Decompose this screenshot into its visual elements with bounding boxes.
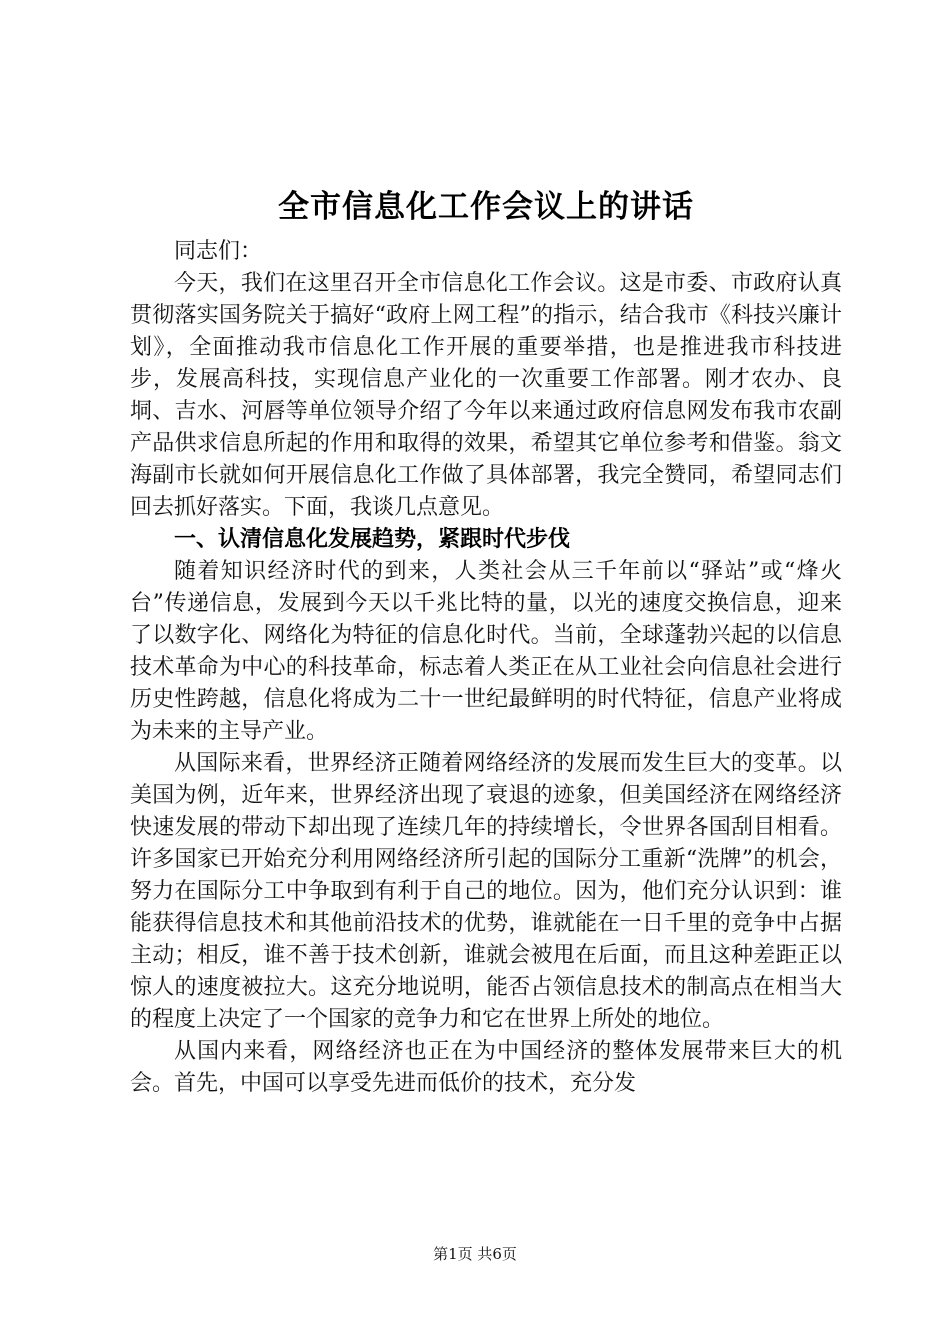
- section1-paragraph: 从国际来看，世界经济正随着网络经济的发展而发生巨大的变革。以美国为例，近年来，世界经济出现了衰退的迹象，但美国经济在网络经济快速发展的带动下却出现了连续几年的持续增长，令世界各国刮目相看。许多国家已开始充分利用网络经济所引起的国际分工重新“洗牌”的机会，努力在国际分工中争取到有利于自己的地位。因为，他们充分认识到：谁能获得信息技术和其他前沿技术的优势，谁就能在一日千里的竞争中占据主动；相反，谁不善于技术创新，谁就会被甩在后面，而且这种差距正以惊人的速度被拉大。这充分地说明，能否占领信息技术的制高点在相当大的程度上决定了一个国家的竞争力和它在世界上所处的地位。: [130, 751, 842, 1032]
- section1-paragraph: 随着知识经济时代的到来，人类社会从三千年前以“驿站”或“烽火台”传递信息，发展到今天以千兆比特的量，以光的速度交换信息，迎来了以数字化、网络化为特征的信息化时代。当前，全球蓬勃兴起的以信息技术革命为中心的科技革命，标志着人类正在从工业社会向信息社会进行历史性跨越，信息化将成为二十一世纪最鲜明的时代特征，信息产业将成为未来的主导产业。: [130, 559, 842, 744]
- salutation: 同志们：: [174, 239, 263, 264]
- page-footer: 第1页 共6页: [433, 1245, 517, 1263]
- section1-paragraph: 从国内来看，网络经济也正在为中国经济的整体发展带来巨大的机会。首先，中国可以享受先进而低价的技术，充分发: [130, 1039, 842, 1096]
- intro-paragraph: 今天，我们在这里召开全市信息化工作会议。这是市委、市政府认真贯彻落实国务院关于搞好“政府上网工程”的指示，结合我市《科技兴廉计划》，全面推动我市信息化工作开展的重要举措，也是推进我市科技进步，发展高科技，实现信息产业化的一次重要工作部署。刚才农办、良垌、吉水、河唇等单位领导介绍了今年以来通过政府信息网发布我市农副产品供求信息所起的作用和取得的效果，希望其它单位参考和借鉴。翁文海副市长就如何开展信息化工作做了具体部署，我完全赞同，希望同志们回去抓好落实。下面，我谈几点意见。: [130, 271, 842, 520]
- document-body: [130, 182, 842, 1100]
- section-heading-1: 一、认清信息化发展趋势，紧跟时代步伐: [174, 527, 571, 552]
- document-title: 全市信息化工作会议上的讲话: [278, 189, 694, 225]
